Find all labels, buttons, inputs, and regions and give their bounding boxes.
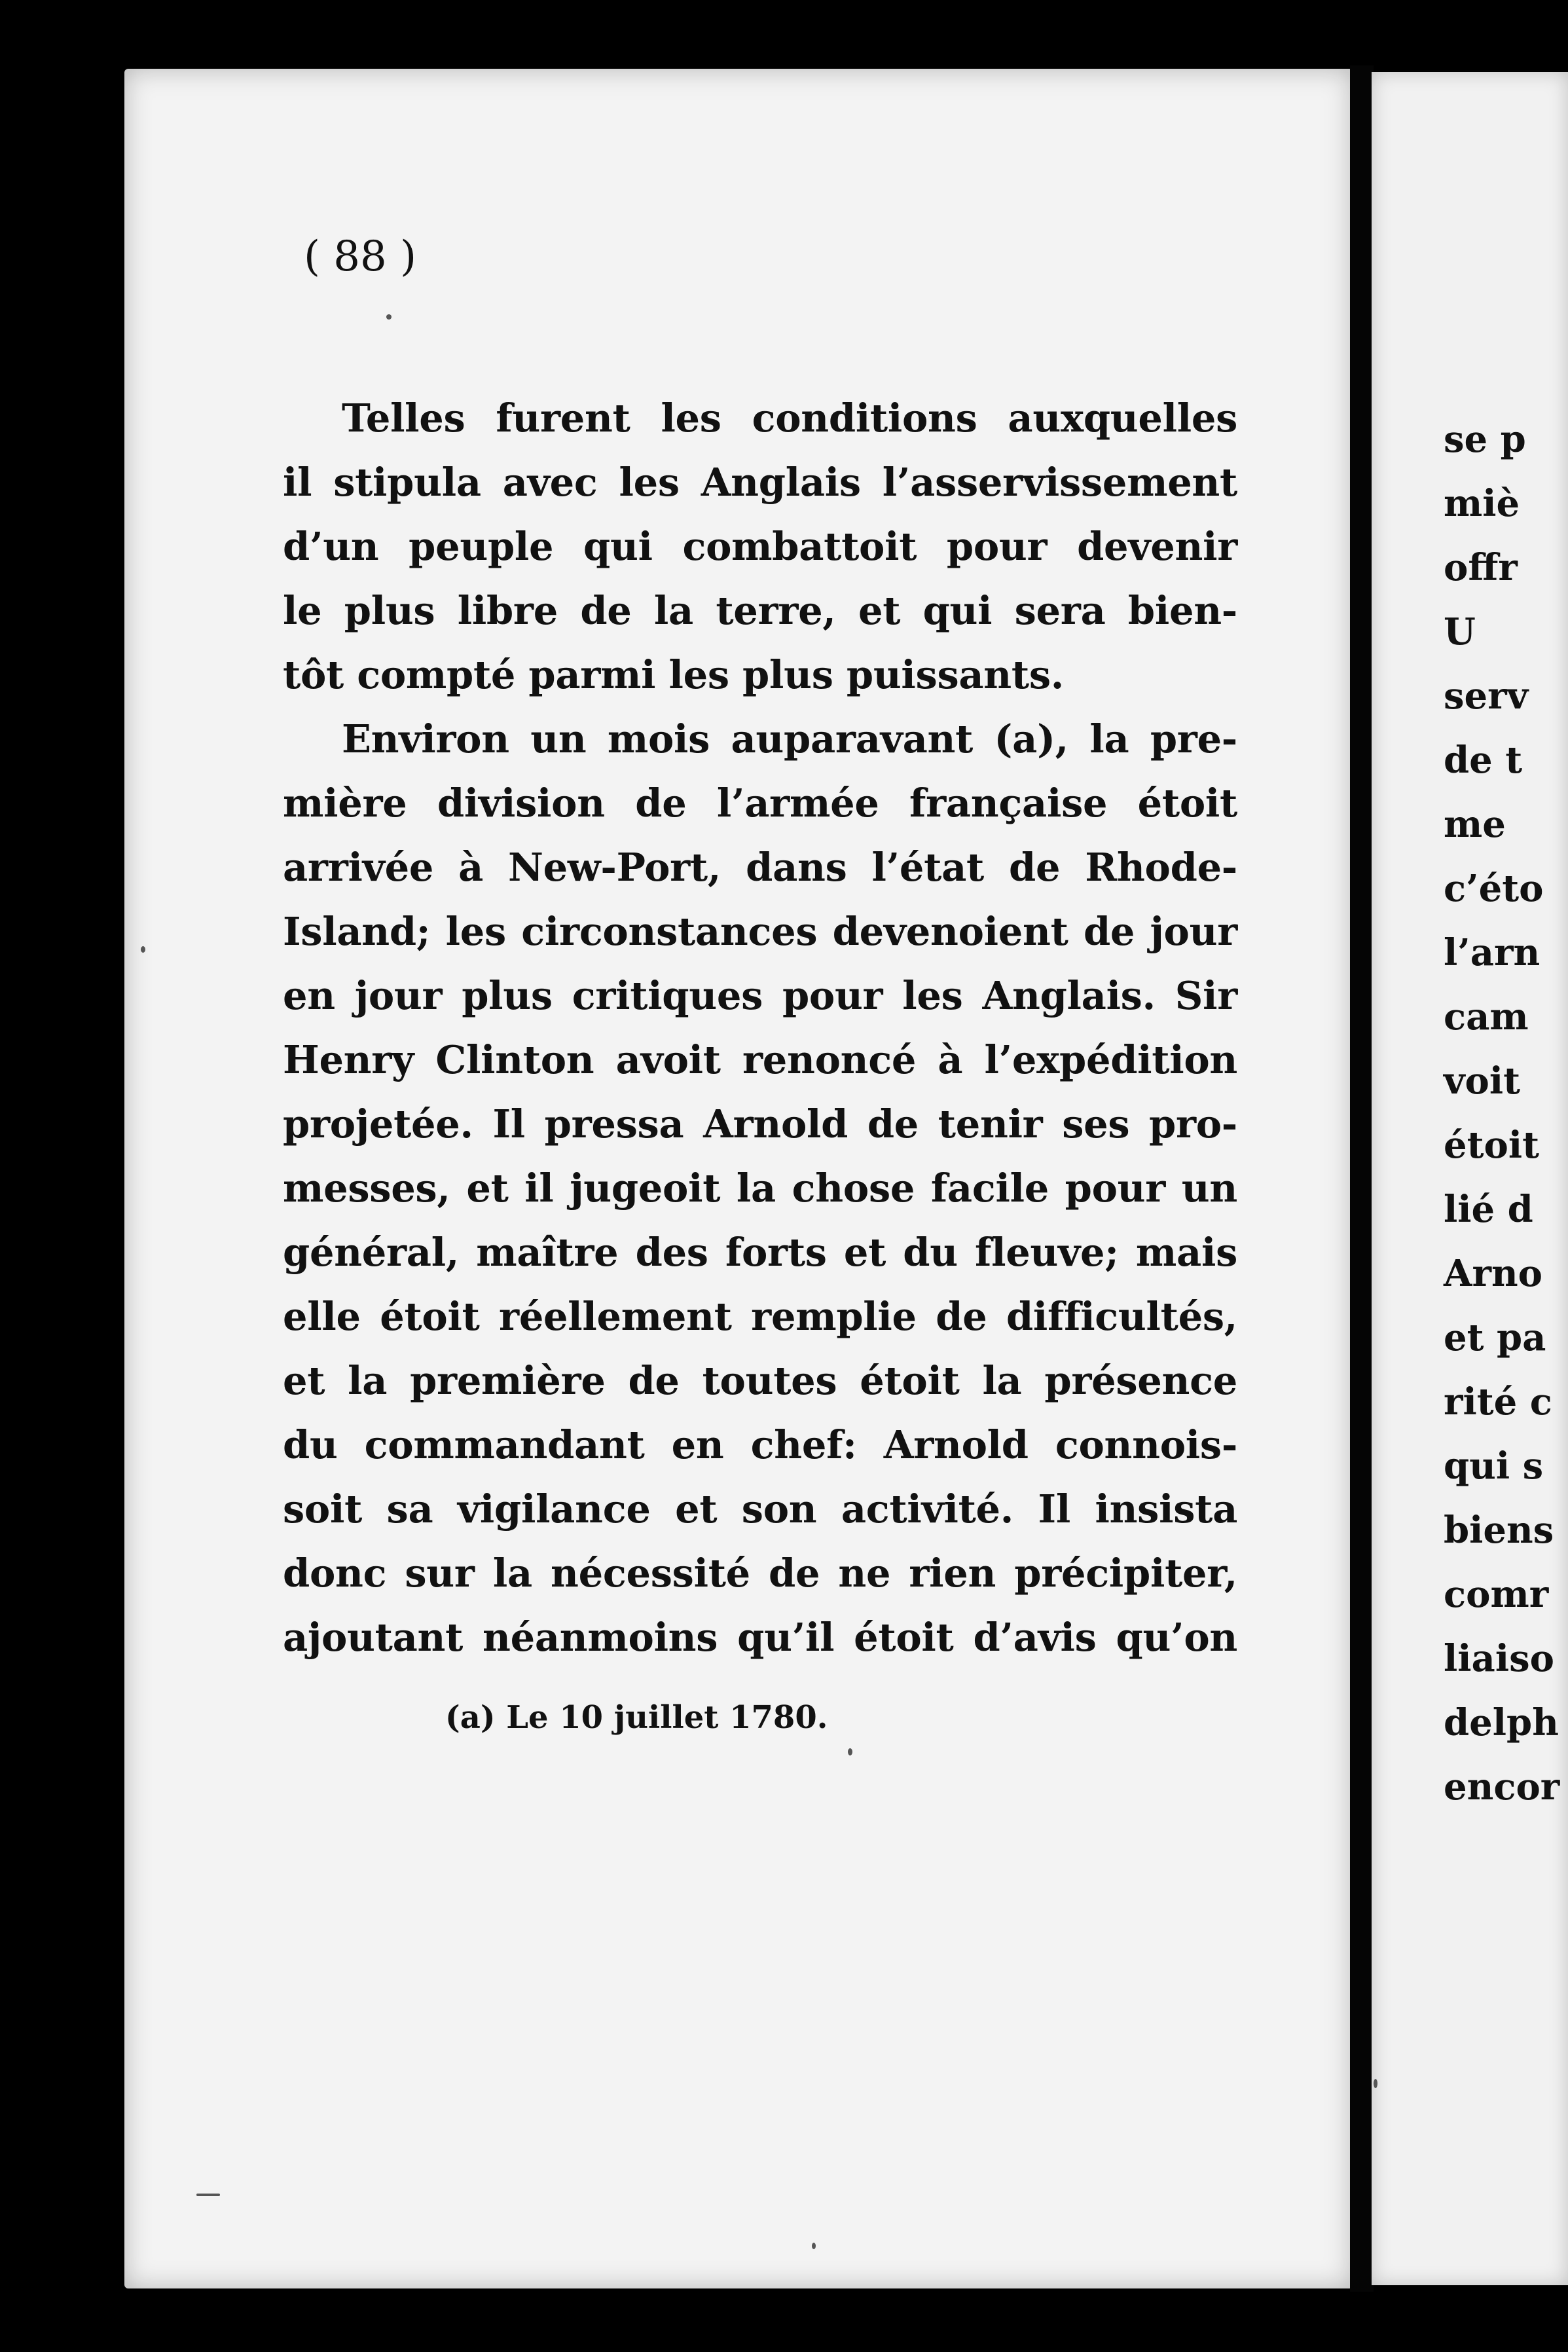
facing-line: et pa — [1444, 1316, 1546, 1359]
text-line: elle étoit réellement remplie de difficultés, — [283, 1294, 1237, 1339]
paper-speck — [1374, 2079, 1377, 2088]
text-line: ajoutant néanmoins qu’il étoit d’avis qu’on — [283, 1615, 1237, 1660]
facing-line: c’éto — [1444, 867, 1544, 910]
facing-line: cam — [1444, 995, 1529, 1038]
text-line: Environ un mois auparavant (a), la pre- — [342, 716, 1237, 762]
paper-speck — [848, 1748, 852, 1755]
text-line: projetée. Il pressa Arnold de tenir ses pro- — [283, 1101, 1237, 1147]
text-line: arrivée à New-Port, dans l’état de Rhode- — [283, 845, 1237, 890]
paper-speck — [812, 2243, 816, 2249]
facing-line: Arno — [1444, 1252, 1543, 1295]
facing-line: se p — [1444, 418, 1526, 461]
facing-line: voit — [1444, 1059, 1521, 1103]
text-line: messes, et il jugeoit la chose facile pour un — [283, 1166, 1237, 1211]
text-line: en jour plus critiques pour les Anglais. Sir — [283, 973, 1237, 1018]
paper-speck — [196, 2194, 220, 2196]
facing-line: offr — [1444, 546, 1518, 589]
paper-speck — [386, 314, 392, 320]
facing-page-text — [1444, 407, 1560, 1819]
text-line: Island; les circonstances devenoient de jour — [283, 909, 1237, 954]
text-line: il stipula avec les Anglais l’asservissement — [283, 460, 1237, 505]
body-text — [283, 386, 1237, 1670]
facing-line: de t — [1444, 739, 1523, 782]
text-line: tôt compté parmi les plus puissants. — [283, 652, 1064, 697]
facing-line: miè — [1444, 482, 1520, 525]
page-number: ( 88 ) — [303, 232, 417, 281]
page-gutter — [1350, 65, 1374, 2292]
facing-line: delph — [1444, 1701, 1559, 1744]
facing-line: l’arn — [1444, 931, 1541, 974]
facing-line: lié d — [1444, 1188, 1533, 1231]
text-line: mière division de l’armée française étoit — [283, 781, 1237, 826]
text-line: Henry Clinton avoit renoncé à l’expédition — [283, 1037, 1237, 1082]
facing-line: biens — [1444, 1509, 1554, 1552]
facing-line: me — [1444, 803, 1506, 846]
facing-line: U — [1444, 610, 1476, 653]
facing-line: liaiso — [1444, 1637, 1554, 1680]
text-line: d’un peuple qui combattoit pour devenir — [283, 524, 1237, 569]
text-line: du commandant en chef: Arnold connois- — [283, 1422, 1237, 1467]
facing-line: étoit — [1444, 1124, 1539, 1167]
footnote: (a) Le 10 juillet 1780. — [445, 1699, 828, 1736]
text-line: général, maître des forts et du fleuve; mais — [283, 1230, 1237, 1275]
facing-line: encor — [1444, 1765, 1560, 1809]
text-line: le plus libre de la terre, et qui sera bien- — [283, 588, 1237, 633]
text-line: donc sur la nécessité de ne rien précipiter, — [283, 1551, 1237, 1596]
facing-line: comr — [1444, 1573, 1549, 1616]
text-line: soit sa vigilance et son activité. Il insista — [283, 1486, 1237, 1532]
text-line: et la première de toutes étoit la présence — [283, 1358, 1237, 1403]
paper-speck — [141, 946, 145, 953]
facing-line: qui s — [1444, 1444, 1544, 1488]
facing-line: serv — [1444, 674, 1529, 718]
facing-line: rité c — [1444, 1380, 1552, 1424]
text-line: Telles furent les conditions auxquelles — [342, 395, 1237, 441]
